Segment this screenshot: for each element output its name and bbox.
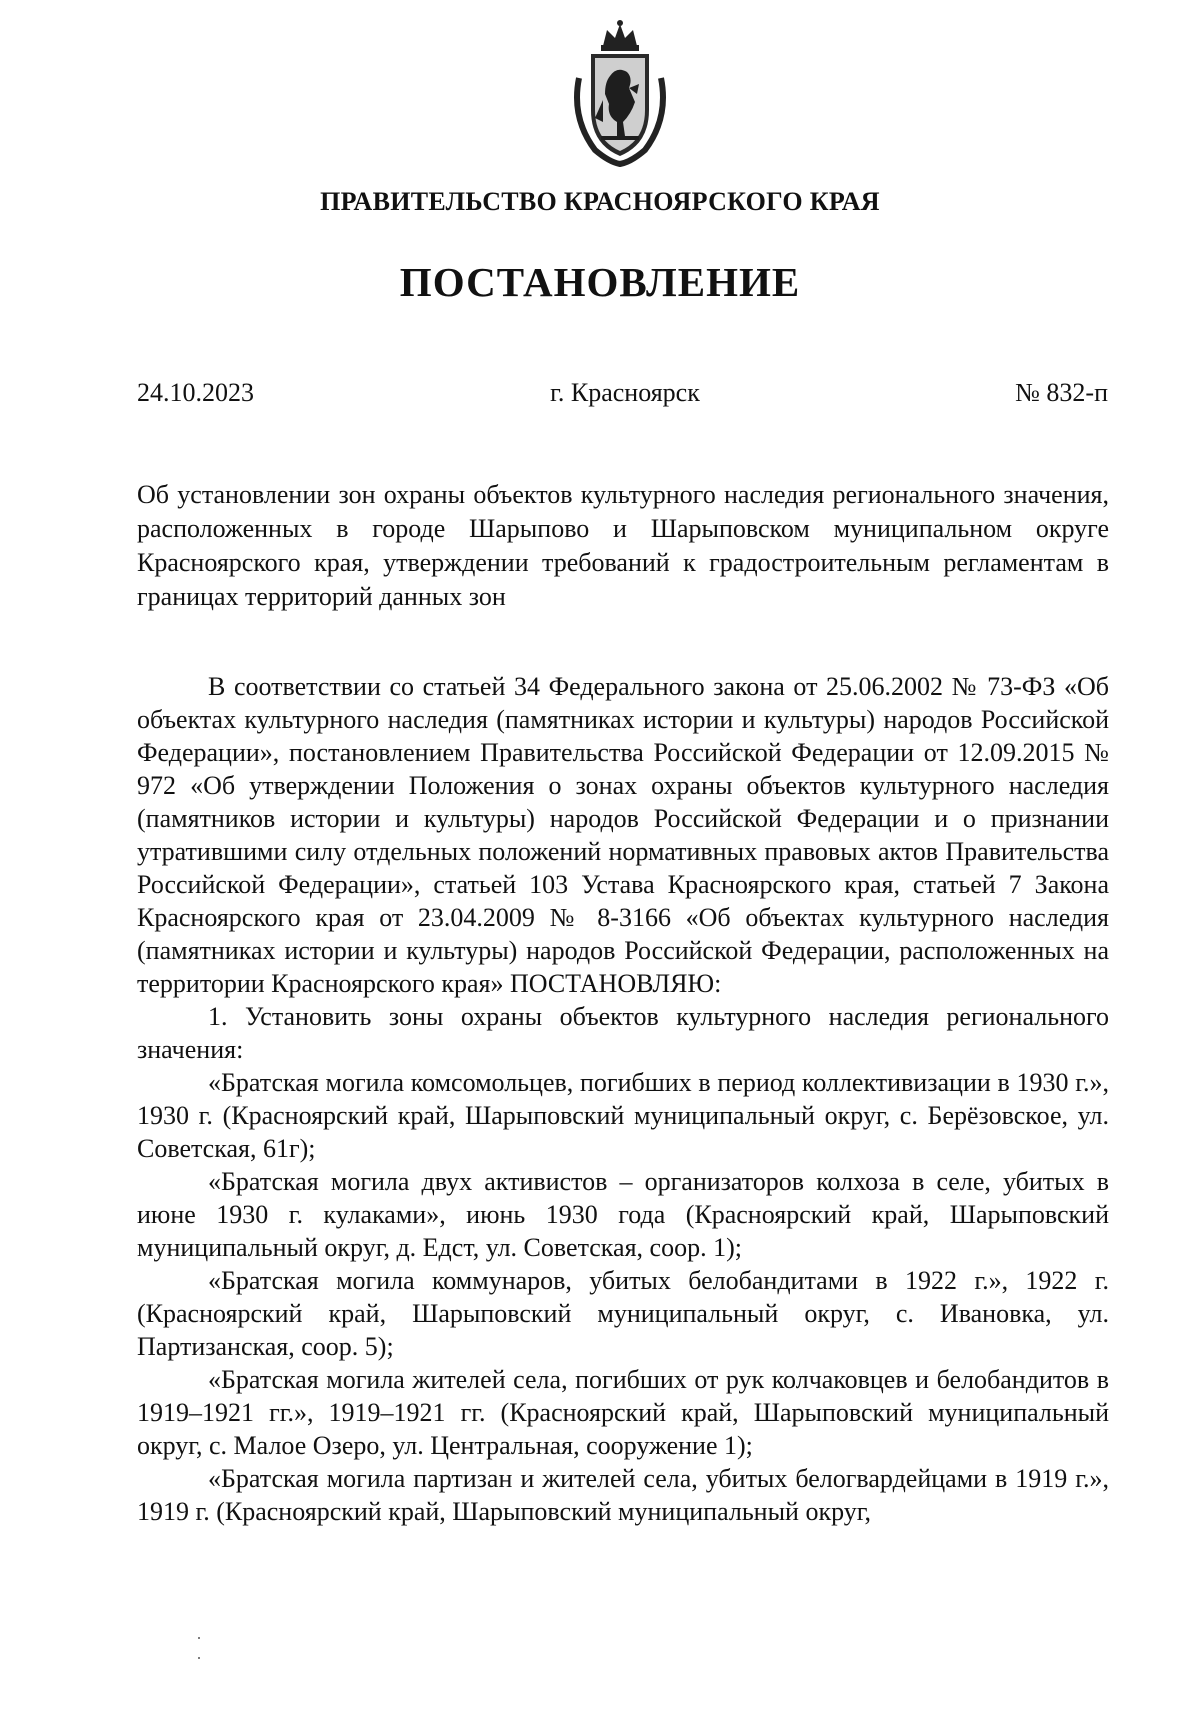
coat-of-arms-icon xyxy=(565,18,675,168)
scan-speck xyxy=(198,1657,200,1659)
body-paragraph: «Братская могила комсомольцев, погибших в период коллективизации в 1930 г.», 1930 г. (Красноярский край, Шарыповский муниципальный округ, с. Берёзовское, ул. Советская, 61г); xyxy=(137,1068,1109,1163)
organization-title: ПРАВИТЕЛЬСТВО КРАСНОЯРСКОГО КРАЯ xyxy=(320,187,880,216)
document-number: № 832-п xyxy=(1015,378,1108,407)
body-paragraph: «Братская могила партизан и жителей села, убитых белогвардейцами в 1919 г.», 1919 г. (Красноярский край, Шарыповский муниципальный округ, xyxy=(137,1464,1109,1526)
document-date: 24.10.2023 xyxy=(137,378,254,407)
body-paragraph: «Братская могила двух активистов – организаторов колхоза в селе, убитых в июне 1930 г. кулаками», июнь 1930 года (Красноярский край, Шарыповский муниципальный округ, д. Едст, ул. Советская, соор. 1); xyxy=(137,1167,1109,1262)
body-paragraph: В соответствии со статьей 34 Федерального закона от 25.06.2002 № 73-ФЗ «Об объектах культурного наследия (памятниках истории и культуры) народов Российской Федерации», постановлением Правительства Российской Федерации от 12.09.2015 № 972 «Об утверждении Положения о зонах охраны объектов культурного наследия (памятников истории и культуры) народов Российской Федерации и о признании утратившими силу отдельных положений нормативных правовых актов Правительства Российской Федерации», статьей 103 Устава Красноярского края, статьей 7 Закона Красноярского края от 23.04.2009 № 8-3166 «Об объектах культурного наследия (памятниках истории и культуры) народов Российской Федерации, расположенных на территории Красноярского края» ПОСТАНОВЛЯЮ: xyxy=(137,672,1109,998)
scan-speck xyxy=(198,1637,200,1639)
document-subject: Об установлении зон охраны объектов культурного наследия регионального значения, расположенных в городе Шарыпово и Шарыповском муниципальном округе Красноярского края, утверждении требований к градостроительным регламентам в границах территорий данных зон xyxy=(137,480,1109,611)
body-paragraph: «Братская могила жителей села, погибших от рук колчаковцев и белобандитов в 1919–1921 гг.», 1919–1921 гг. (Красноярский край, Шарыповский муниципальный округ, с. Малое Озеро, ул. Центральная, сооружение 1); xyxy=(137,1365,1109,1460)
document-type-title: ПОСТАНОВЛЕНИЕ xyxy=(399,259,801,305)
body-paragraph: 1. Установить зоны охраны объектов культурного наследия регионального значения: xyxy=(137,1002,1109,1064)
body-paragraph: «Братская могила коммунаров, убитых белобандитами в 1922 г.», 1922 г. (Красноярский край, Шарыповский муниципальный округ, с. Ивановка, ул. Партизанская, соор. 5); xyxy=(137,1266,1109,1361)
document-city: г. Красноярск xyxy=(550,378,700,407)
document-body xyxy=(137,670,1109,1528)
